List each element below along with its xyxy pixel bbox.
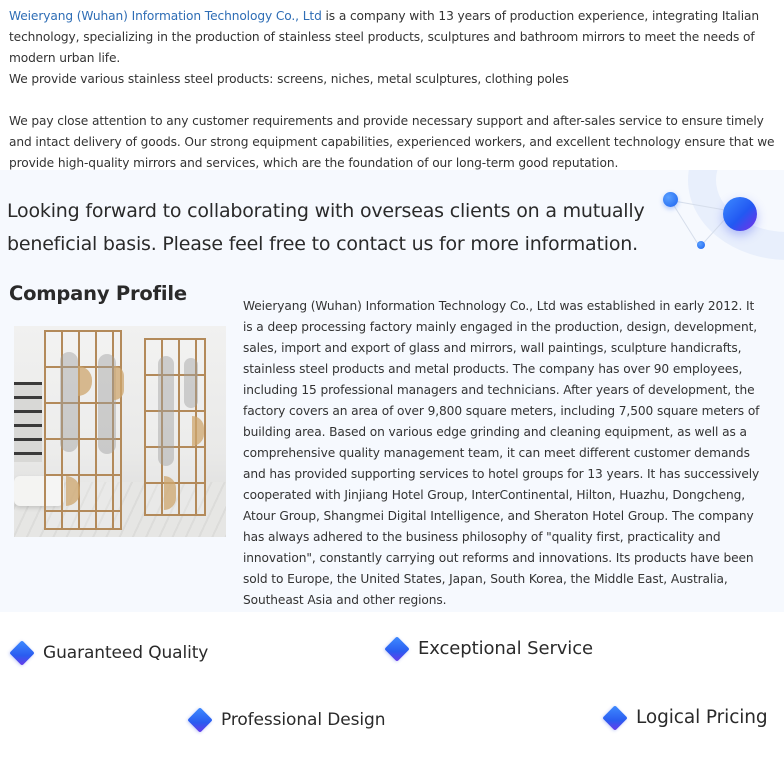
decorative-orbs-graphic: [640, 170, 784, 270]
feature-professional-design: [191, 710, 385, 730]
panel-gold-accent: [114, 366, 124, 400]
intro-paragraph-1-text: is a company with 13 years of production experience, integrating Italian technology, specializing in the production of stainless steel products, sculptures and bathroom mirrors to meet the needs of modern urban life.: [9, 9, 759, 65]
diamond-icon: [9, 640, 34, 665]
feature-label: Guaranteed Quality: [43, 643, 209, 663]
intro-paragraph-1: [9, 6, 779, 69]
feature-guaranteed-quality: [13, 643, 208, 663]
feature-logical-pricing: [606, 707, 768, 728]
company-profile-heading: Company Profile: [9, 282, 187, 305]
panel-mirror-shape: [60, 352, 78, 452]
panel-mirror-shape: [158, 356, 174, 466]
feature-label: Exceptional Service: [418, 638, 593, 659]
company-name-link[interactable]: Weieryang (Wuhan) Information Technology Co., Ltd: [9, 9, 322, 23]
intro-section: [9, 6, 779, 174]
company-profile-text: Weieryang (Wuhan) Information Technology Co., Ltd was established in early 2012. It is a deep processing factory mainly engaged in the production, design, development, sales, import and export of glass and mirrors, wall paintings, sculpture handicrafts, stainless steel products and metal products. The company has over 90 employees, including 15 professional managers and technicians. After years of development, the factory covers an area of over 9,800 square meters, including 7,500 square meters of building area. Based on various edge grinding and cleaning equipment, as well as a comprehensive quality management team, it can meet different customer demands and has provided supporting services to hotel groups for 13 years. It has successively cooperated with Jinjiang Hotel Group, InterContinental, Hilton, Huazhu, Dongcheng, Atour Group, Shangmei Digital Intelligence, and Sheraton Hotel Group. The company has always adhered to the business philosophy of "quality first, practicality and innovation", constantly carrying out reforms and innovations. Its products have been sold to Europe, the United States, Japan, South Korea, the Middle East, Australia, Southeast Asia and other regions.: [243, 299, 760, 607]
feature-exceptional-service: [388, 638, 593, 659]
feature-label: Logical Pricing: [636, 707, 768, 728]
large-orb-icon: [723, 197, 757, 231]
photo-shelf: [14, 382, 42, 462]
diamond-icon: [384, 636, 409, 661]
intro-paragraph-3: We pay close attention to any customer requirements and provide necessary support and after-sales service to ensure timely and intact delivery of goods. Our strong equipment capabilities, experienced workers, and excellent technology ensure that we provide high-quality mirrors and services, which are the foundation of our long-term good reputation.: [9, 114, 775, 170]
intro-paragraph-2: We provide various stainless steel products: screens, niches, metal sculptures, clothing poles: [9, 72, 569, 86]
small-orb-icon: [663, 192, 678, 207]
tiny-orb-icon: [697, 241, 705, 249]
contact-invitation-text: Looking forward to collaborating with overseas clients on a mutually beneficial basis. Please feel free to contact us for more information.: [7, 200, 645, 255]
panel-mirror-shape: [184, 358, 198, 408]
diamond-icon: [602, 705, 627, 730]
diamond-icon: [187, 707, 212, 732]
paragraph-spacer: [9, 90, 779, 111]
feature-label: Professional Design: [221, 710, 386, 730]
product-photo-screen-partitions: [14, 326, 226, 537]
